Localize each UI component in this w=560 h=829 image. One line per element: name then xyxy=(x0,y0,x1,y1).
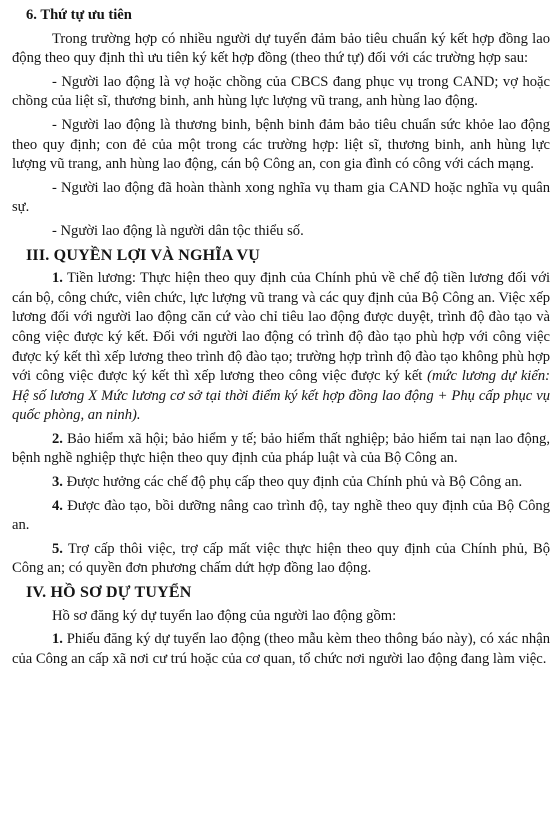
dossier-item-1 xyxy=(12,630,550,669)
section-3-title: III. QUYỀN LỢI VÀ NGHĨA VỤ xyxy=(26,246,260,264)
priority-item-1: - Người lao động là vợ hoặc chồng của CBCS đang phục vụ trong CAND; vợ hoặc chồng của liệt sĩ, thương binh, anh hùng lực lượng vũ trang, anh hùng lao động. xyxy=(12,73,550,110)
item-number: 2. xyxy=(52,430,63,447)
item-text: Phiếu đăng ký dự tuyển lao động (theo mẫu kèm theo thông báo này), có xác nhận của Công an cấp xã nơi cư trú hoặc của cơ quan, tổ chức nơi người lao động đang làm việc. xyxy=(12,631,550,667)
item-text: Được đào tạo, bồi dưỡng nâng cao trình độ, tay nghề theo quy định của Bộ Công an. xyxy=(12,497,550,534)
item-number: 1. xyxy=(52,631,63,648)
item-text: Trợ cấp thôi việc, trợ cấp mất việc thực hiện theo quy định của Chính phủ, Bộ Công an; có quyền đơn phương chấm dứt hợp đồng lao động. xyxy=(12,540,550,577)
item-text: Bảo hiểm xã hội; bảo hiểm y tế; bảo hiểm thất nghiệp; bảo hiểm tai nạn lao động, bệnh nghề nghiệp thực hiện theo quy định của pháp luật và của Bộ Công an. xyxy=(12,430,550,467)
item-number: 3. xyxy=(52,474,63,491)
rights-item-2 xyxy=(12,430,550,469)
section-6-intro: Trong trường hợp có nhiều người dự tuyển đảm bảo tiêu chuẩn ký kết hợp đồng lao động theo quy định thì ưu tiên ký kết hợp đồng (theo thứ tự) đối với các trường hợp sau: xyxy=(12,30,550,67)
item-number: 5. xyxy=(52,540,63,557)
item-number: 4. xyxy=(52,497,63,514)
priority-item-4: - Người lao động là người dân tộc thiểu số. xyxy=(52,222,304,239)
item-number: 1. xyxy=(52,270,63,287)
rights-item-4 xyxy=(12,497,550,536)
priority-item-2: - Người lao động là thương binh, bệnh binh đảm bảo tiêu chuẩn sức khỏe lao động theo quy định; con đẻ của một trong các trường hợp: liệt sĩ, thương binh, anh hùng lực lượng vũ trang, anh hùng lao động, cán bộ Công an, con gia đình có công với cách mạng. xyxy=(12,116,550,173)
item-text: Tiền lương: Thực hiện theo quy định của Chính phủ về chế độ tiền lương đối với cán bộ, công chức, viên chức, lực lượng vũ trang và các quy định của Bộ Công an. Việc xếp lương đối với người lao động căn cứ vào chỉ tiêu lao động được duyệt, trình độ đào tạo và công việc được ký kết. Đối với người lao động có trình độ đào tạo phù hợp với công việc được ký kết thì xếp lương theo trình độ đào tạo; trường hợp trình độ đào tạo không phù hợp với công việc được ký kết thì xếp lương theo công việc được ký kết xyxy=(12,270,550,385)
section-6-title: 6. Thứ tự ưu tiên xyxy=(26,7,132,23)
salary-note: (mức lương dự kiến: Hệ số lương X Mức lương cơ sở tại thời điểm ký kết hợp đồng lao động + Phụ cấp phục vụ quốc phòng, an ninh). xyxy=(12,368,550,424)
item-text: Được hưởng các chế độ phụ cấp theo quy định của Chính phủ và Bộ Công an. xyxy=(62,474,523,491)
section-4-title: IV. HỒ SƠ DỰ TUYỂN xyxy=(26,584,192,602)
rights-item-5 xyxy=(12,540,550,579)
rights-item-3 xyxy=(12,473,550,493)
priority-item-3: - Người lao động đã hoàn thành xong nghĩa vụ tham gia CAND hoặc nghĩa vụ quân sự. xyxy=(12,179,550,216)
rights-item-1 xyxy=(12,269,550,426)
section-4-intro: Hồ sơ đăng ký dự tuyển lao động của người lao động gồm: xyxy=(52,607,397,624)
